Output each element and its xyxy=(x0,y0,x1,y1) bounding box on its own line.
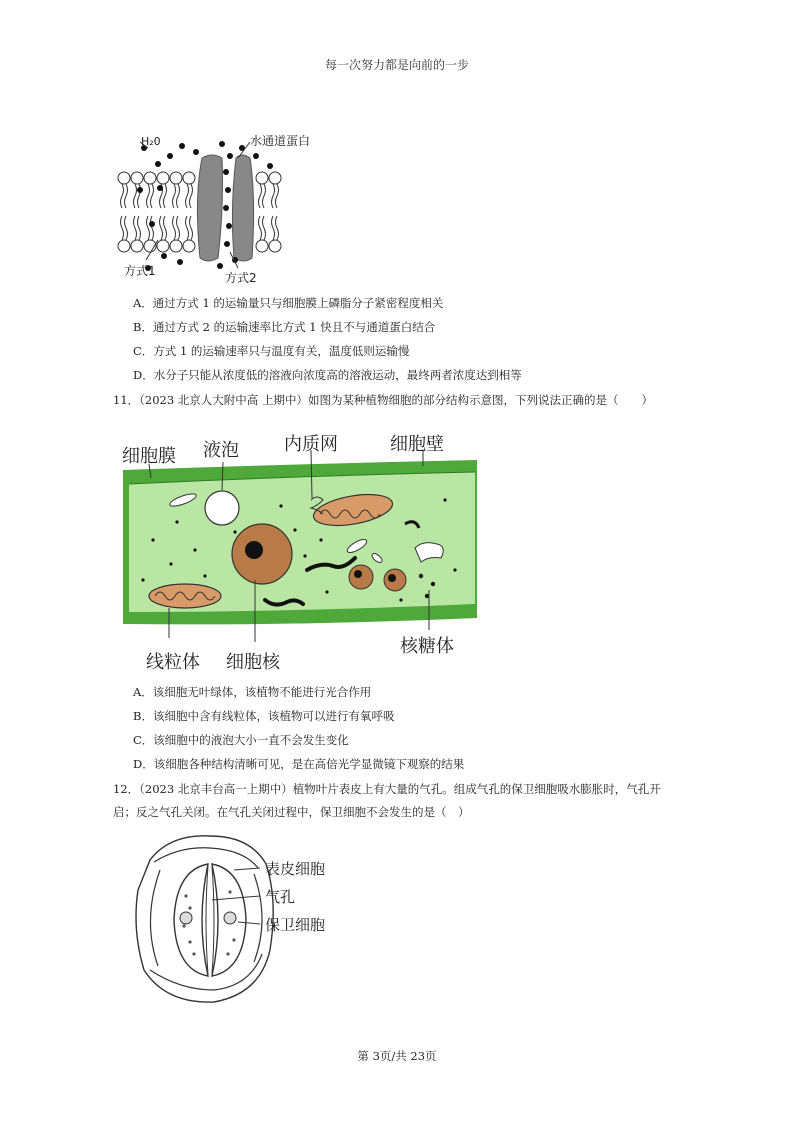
label-epidermal-cell: 表皮细胞 xyxy=(265,860,326,878)
label-mitochondria: 线粒体 xyxy=(146,652,200,673)
label-water-channel: 水通道蛋白 xyxy=(250,134,311,148)
q11-option-c: C．该细胞中的液泡大小一直不会发生变化 xyxy=(133,733,349,747)
q10-option-a: A．通过方式 1 的运输量只与细胞膜上磷脂分子紧密程度相关 xyxy=(133,296,444,310)
q10-option-d: D．水分子只能从浓度低的溶液向浓度高的溶液运动，最终两者浓度达到相等 xyxy=(133,368,522,382)
label-water: H₂0 xyxy=(141,135,161,148)
label-nucleus: 细胞核 xyxy=(226,652,280,673)
header-motto: 每一次努力都是向前的一步 xyxy=(324,58,469,72)
label-ribosome: 核糖体 xyxy=(400,636,454,657)
label-way2: 方式2 xyxy=(225,271,257,285)
label-cell-membrane: 细胞膜 xyxy=(122,446,176,467)
q10-option-b: B．通过方式 2 的运输速率比方式 1 快且不与通道蛋白结合 xyxy=(133,320,436,334)
stomata-figure xyxy=(130,830,280,1010)
label-er: 内质网 xyxy=(284,434,338,455)
label-stoma: 气孔 xyxy=(265,888,296,906)
label-guard-cell: 保卫细胞 xyxy=(265,916,326,934)
label-cell-wall: 细胞壁 xyxy=(390,434,444,455)
label-vacuole: 液泡 xyxy=(203,440,239,461)
q12-stem-line2: 启；反之气孔关闭。在气孔关闭过程中，保卫细胞不会发生的是（ ） xyxy=(113,805,470,819)
q11-stem: 11．（2023 北京人大附中高 上期中）如图为某种植物细胞的部分结构示意图，下列说法正确的是（ ） xyxy=(113,393,653,407)
q11-option-a: A．该细胞无叶绿体，该植物不能进行光合作用 xyxy=(133,685,372,699)
page-number: 第 3页/共 23页 xyxy=(357,1049,437,1063)
q10-option-c: C．方式 1 的运输速率只与温度有关，温度低则运输慢 xyxy=(133,344,410,358)
label-way1: 方式1 xyxy=(124,264,156,278)
q11-option-b: B．该细胞中含有线粒体，该植物可以进行有氧呼吸 xyxy=(133,709,395,723)
q11-option-d: D．该细胞各种结构清晰可见，是在高倍光学显微镜下观察的结果 xyxy=(133,757,465,771)
q12-stem-line1: 12．（2023 北京丰台高一上期中）植物叶片表皮上有大量的气孔。组成气孔的保卫细胞吸水膨胀时，气孔开 xyxy=(113,782,661,796)
